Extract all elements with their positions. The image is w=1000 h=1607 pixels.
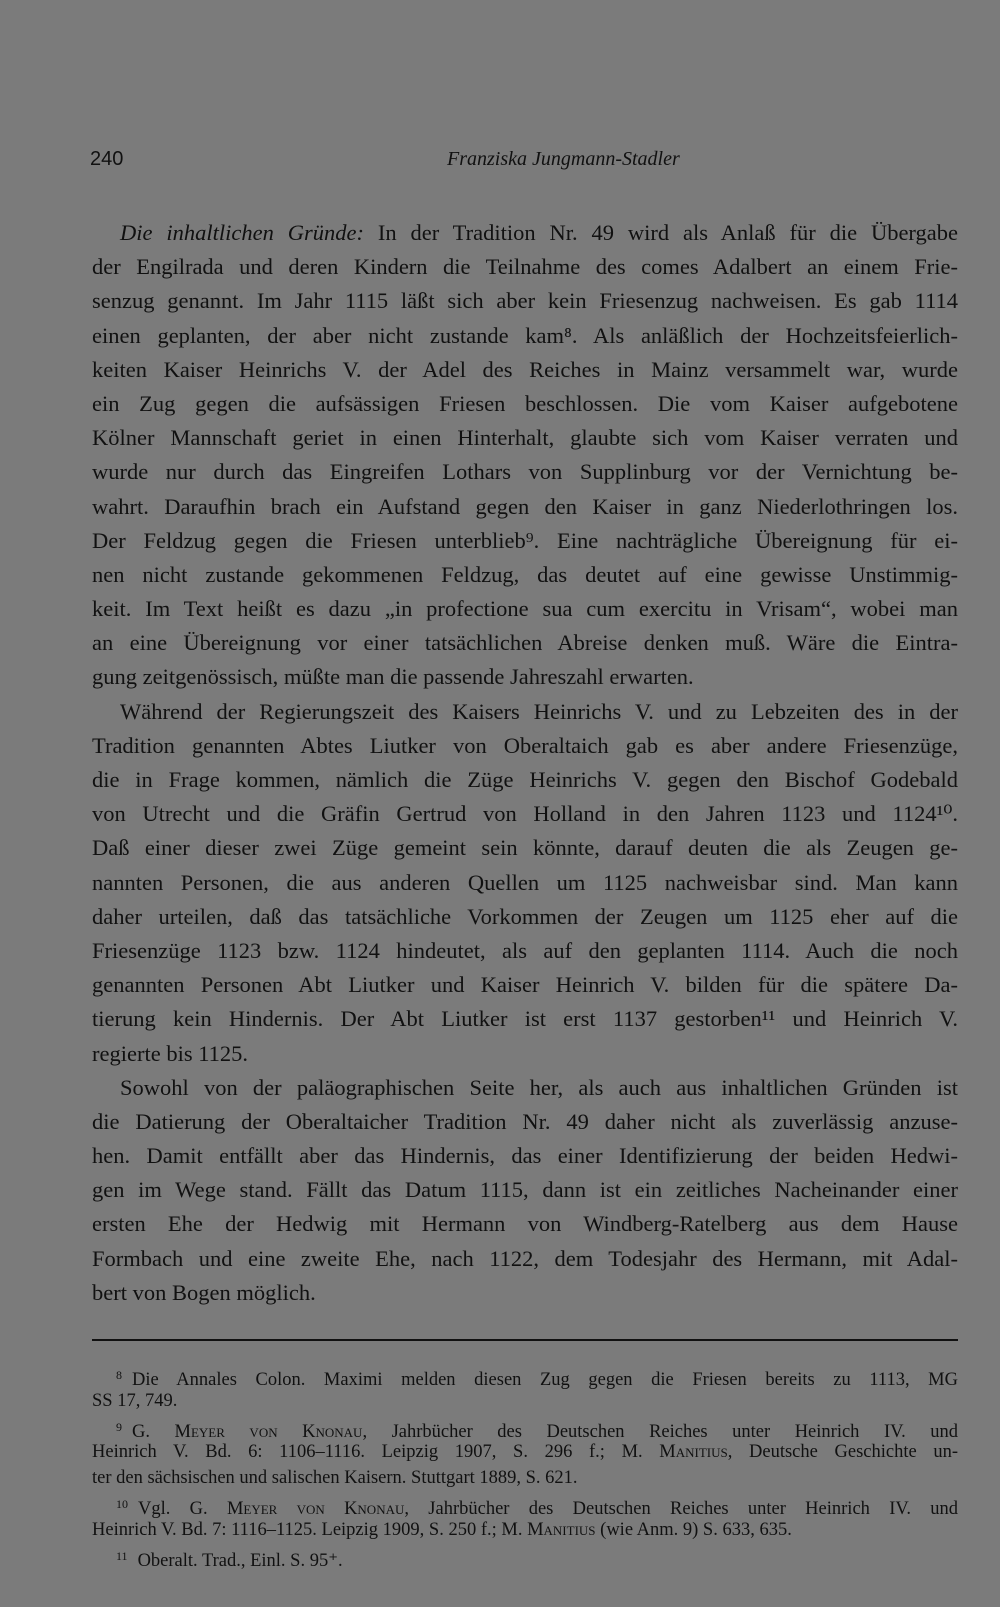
- author-name: Manitius: [659, 1442, 728, 1463]
- footnote-8: [92, 1363, 958, 1389]
- text-line: tierung kein Hindernis. Der Abt Liutker ist erst 1137 gestorben¹¹ und Heinrich V.: [92, 1006, 958, 1032]
- text-line: Sowohl von der paläographischen Seite her, als auch aus inhaltlichen Gründen ist: [120, 1074, 958, 1100]
- footnote-9: [92, 1415, 958, 1441]
- text-line: der Engilrada und deren Kindern die Teilnahme des comes Adalbert an einem Frie-: [92, 254, 958, 280]
- text-line: bert von Bogen möglich.: [92, 1279, 316, 1305]
- author-name: Meyer von Knonau: [174, 1421, 363, 1442]
- text-line: nen nicht zustande gekommenen Feldzug, das deutet auf eine gewisse Unstimmig-: [92, 561, 958, 587]
- footnote-text: Die Annales Colon. Maximi melden diesen Zug gegen die Friesen bereits zu 1113, MG: [132, 1370, 958, 1390]
- footnote-line: SS 17, 749.: [92, 1390, 178, 1411]
- text-line: Daß einer dieser zwei Züge gemeint sein könnte, darauf deuten die als Zeugen ge-: [92, 835, 958, 861]
- page-number: 240: [90, 148, 124, 170]
- text-line: wahrt. Daraufhin brach ein Aufstand gegen den Kaiser in ganz Niederlothringen los.: [92, 493, 958, 519]
- text-line: Kölner Mannschaft geriet in einen Hinterhalt, glaubte sich vom Kaiser verraten und: [92, 425, 958, 451]
- text-line: keit. Im Text heißt es dazu „in profectione sua cum exercitu in Vrisam“, wobei man: [92, 596, 958, 622]
- footnote-text: Heinrich V. Bd. 6: 1106–1116. Leipzig 1907, S. 296 f.; M.: [92, 1442, 660, 1463]
- text-line: gen im Wege stand. Fällt das Datum 1115, dann ist ein zeitliches Nacheinander einer: [92, 1177, 958, 1203]
- text-line-rest: In der Tradition Nr. 49 wird als Anlaß für die Übergabe: [363, 220, 958, 245]
- text-line: regierte bis 1125.: [92, 1040, 248, 1066]
- text-line: genannten Personen Abt Liutker und Kaiser Heinrich V. bilden für die spätere Da-: [92, 972, 958, 998]
- footnote-text: Vgl. G.: [138, 1498, 227, 1519]
- text-line: [92, 216, 958, 250]
- text-line: keiten Kaiser Heinrichs V. der Adel des Reiches in Mainz versammelt war, wurde: [92, 356, 958, 382]
- footnote-text: , Jahrbücher des Deutschen Reiches unter Heinrich IV. und: [362, 1421, 958, 1442]
- author-name: Manitius: [527, 1519, 596, 1540]
- text-line: senzug genannt. Im Jahr 1115 läßt sich aber kein Friesenzug nachweisen. Es gab 1114: [92, 288, 958, 314]
- text-line: einen geplanten, der aber nicht zustande kam⁸. Als anläßlich der Hochzeitsfeierlich-: [92, 322, 958, 348]
- text-line: die Datierung der Oberaltaicher Tradition Nr. 49 daher nicht als zuverlässig anzuse-: [92, 1108, 958, 1134]
- footnote-text: Oberalt. Trad., Einl. S. 95⁺.: [137, 1550, 343, 1571]
- footnote-number: 10: [116, 1496, 128, 1511]
- footnote-text: G.: [132, 1421, 175, 1442]
- main-text: [92, 216, 958, 1310]
- footnote-number: 11: [116, 1548, 128, 1563]
- footnote-text: , Deutsche Geschichte un-: [727, 1442, 958, 1463]
- text-line: ersten Ehe der Hedwig mit Hermann von Windberg-Ratelberg aus dem Hause: [92, 1211, 958, 1237]
- footnote-text: (wie Anm. 9) S. 633, 635.: [595, 1519, 792, 1540]
- footnote-line: [92, 1518, 958, 1544]
- footnote-text: Heinrich V. Bd. 7: 1116–1125. Leipzig 1909, S. 250 f.; M.: [92, 1519, 528, 1540]
- text-line: hen. Damit entfällt aber das Hindernis, das einer Identifizierung der beiden Hedwi-: [92, 1143, 958, 1169]
- footnote-rule: [92, 1339, 958, 1341]
- footnotes: [92, 1363, 958, 1569]
- section-lead: Die inhaltlichen Gründe:: [120, 220, 364, 245]
- footnote-line: [92, 1440, 958, 1466]
- text-line: Der Feldzug gegen die Friesen unterblieb⁹. Eine nachträgliche Übereignung für ei-: [92, 527, 958, 553]
- author-name: Meyer von Knonau: [226, 1498, 405, 1519]
- footnote-10: [92, 1492, 958, 1518]
- text-line: von Utrecht und die Gräfin Gertrud von Holland in den Jahren 1123 und 1124¹⁰.: [92, 801, 958, 827]
- text-line: daher urteilen, daß das tatsächliche Vorkommen der Zeugen um 1125 eher auf die: [92, 903, 958, 929]
- footnote-number: 9: [116, 1419, 122, 1434]
- footnote-text: , Jahrbücher des Deutschen Reiches unter Heinrich IV. und: [404, 1498, 958, 1519]
- running-head: Franziska Jungmann-Stadler: [447, 148, 680, 170]
- footnote-number: 8: [116, 1368, 122, 1382]
- text-line: Während der Regierungszeit des Kaisers Heinrichs V. und zu Lebzeiten des in der: [120, 698, 958, 724]
- text-line: Friesenzüge 1123 bzw. 1124 hindeutet, als auf den geplanten 1114. Auch die noch: [92, 937, 958, 963]
- text-line: nannten Personen, die aus anderen Quellen um 1125 nachweisbar sind. Man kann: [92, 869, 958, 895]
- text-line: Tradition genannten Abtes Liutker von Oberaltaich gab es aber andere Friesenzüge,: [92, 732, 958, 758]
- footnote-line: ter den sächsischen und salischen Kaisern. Stuttgart 1889, S. 621.: [92, 1468, 578, 1489]
- text-line: wurde nur durch das Eingreifen Lothars von Supplinburg vor der Vernichtung be-: [92, 459, 958, 485]
- text-line: an eine Übereignung vor einer tatsächlichen Abreise denken muß. Wäre die Eintra-: [92, 630, 958, 656]
- page-header: [90, 148, 956, 178]
- text-line: ein Zug gegen die aufsässigen Friesen beschlossen. Die vom Kaiser aufgebotene: [92, 390, 958, 416]
- text-line: gung zeitgenössisch, müßte man die passende Jahreszahl erwarten.: [92, 664, 694, 690]
- text-line: Formbach und eine zweite Ehe, nach 1122, dem Todesjahr des Hermann, mit Adal-: [92, 1245, 958, 1271]
- footnote-11: [92, 1544, 958, 1570]
- text-line: die in Frage kommen, nämlich die Züge Heinrichs V. gegen den Bischof Godebald: [92, 767, 958, 792]
